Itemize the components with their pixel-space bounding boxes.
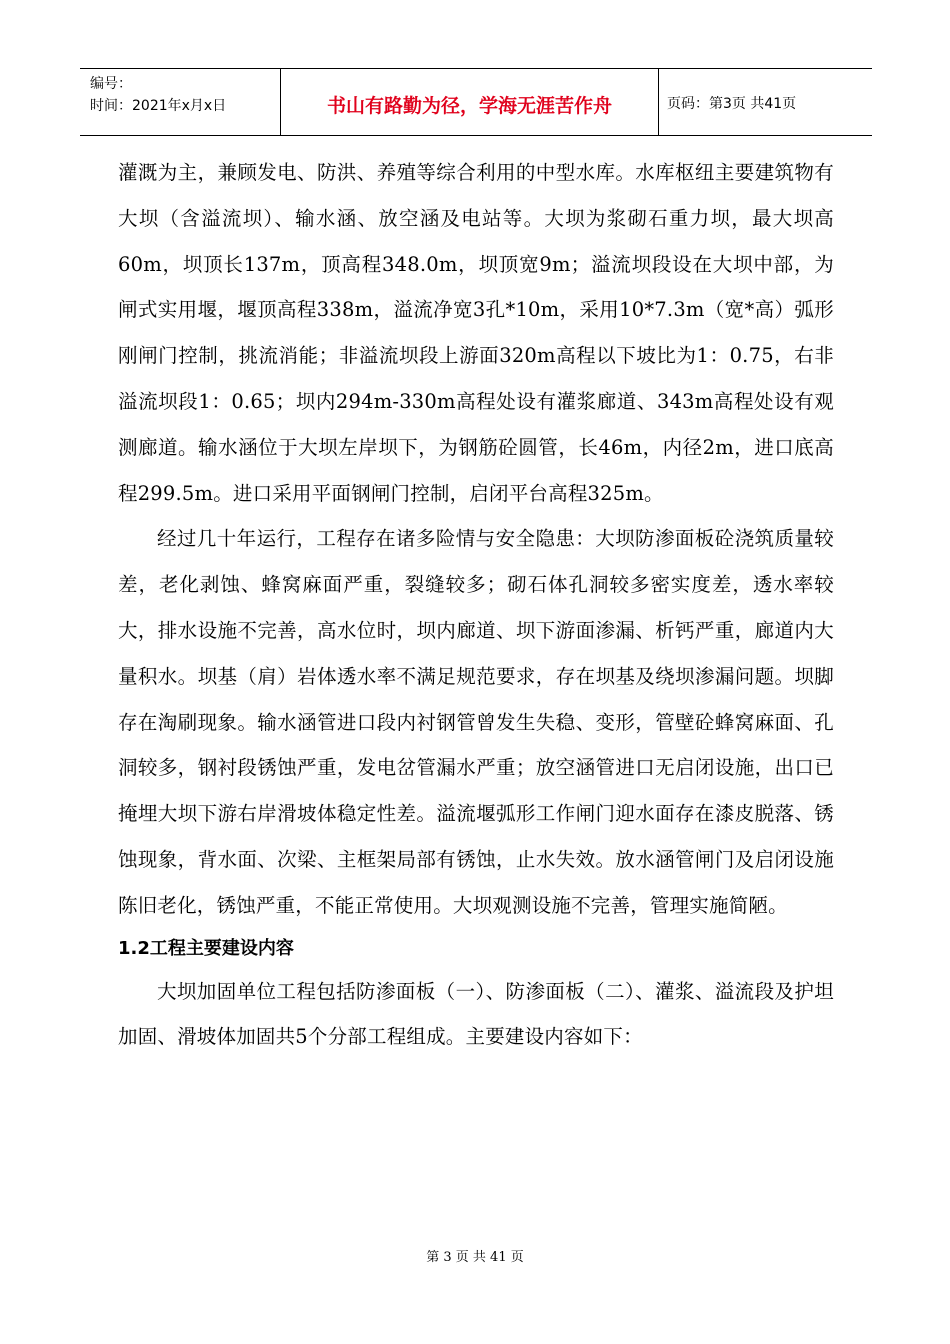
header-meta <box>80 69 281 135</box>
paragraph-construction-content: 大坝加固单位工程包括防渗面板（一）、防渗面板（二）、灌浆、溢流段及护坦加固、滑坡体加固共5个分部工程组成。主要建设内容如下： <box>118 979 834 1049</box>
header-page-info: 页码：第3页 共41页 <box>667 96 797 112</box>
page-header <box>80 68 872 136</box>
code-label: 编号： <box>90 76 132 92</box>
date-label: 时间：2021年x月x日 <box>90 98 227 114</box>
section-heading: 1.2工程主要建设内容 <box>118 937 294 959</box>
paragraph-hazards: 经过几十年运行，工程存在诸多险情与安全隐患：大坝防渗面板砼浇筑质量较差，老化剥蚀、蜂窝麻面严重，裂缝较多；砌石体孔洞较多密实度差，透水率较大，排水设施不完善，高水位时，坝内廊道、坝下游面渗漏、析钙严重，廊道内大量积水。坝基（肩）岩体透水率不满足规范要求，存在坝基及绕坝渗漏问题。坝脚存在淘刷现象。输水涵管进口段内衬钢管曾发生失稳、变形，管壁砼蜂窝麻面、孔洞较多，钢衬段锈蚀严重，发电岔管漏水严重；放空涵管进口无启闭设施，出口已掩埋大坝下游右岸滑坡体稳定性差。溢流堰弧形工作闸门迎水面存在漆皮脱落、锈蚀现象，背水面、次梁、主框架局部有锈蚀，止水失效。放水涵管闸门及启闭设施陈旧老化，锈蚀严重，不能正常使用。大坝观测设施不完善，管理实施简陋。 <box>118 527 834 917</box>
document-body <box>118 150 834 1060</box>
paragraph-reservoir-description: 灌溉为主，兼顾发电、防洪、养殖等综合利用的中型水库。水库枢纽主要建筑物有大坝（含溢流坝）、输水涵、放空涵及电站等。大坝为浆砌石重力坝，最大坝高60m，坝顶长137m，顶高程348.0m，坝顶宽9m；溢流坝段设在大坝中部，为闸式实用堰，堰顶高程338m，溢流净宽3孔*10m，采用10*7.3m（宽*高）弧形刚闸门控制，挑流消能；非溢流坝段上游面320m高程以下坡比为1：0.75，右非溢流坝段1：0.65；坝内294m-330m高程处设有灌浆廊道、343m高程处设有观测廊道。输水涵位于大坝左岸坝下，为钢筋砼圆管，长46m，内径2m，进口底高程299.5m。进口采用平面钢闸门控制，启闭平台高程325m。 <box>118 161 834 505</box>
page-footer: 第 3 页 共 41 页 <box>426 1250 524 1265</box>
header-motto: 书山有路勤为径，学海无涯苦作舟 <box>281 69 659 135</box>
